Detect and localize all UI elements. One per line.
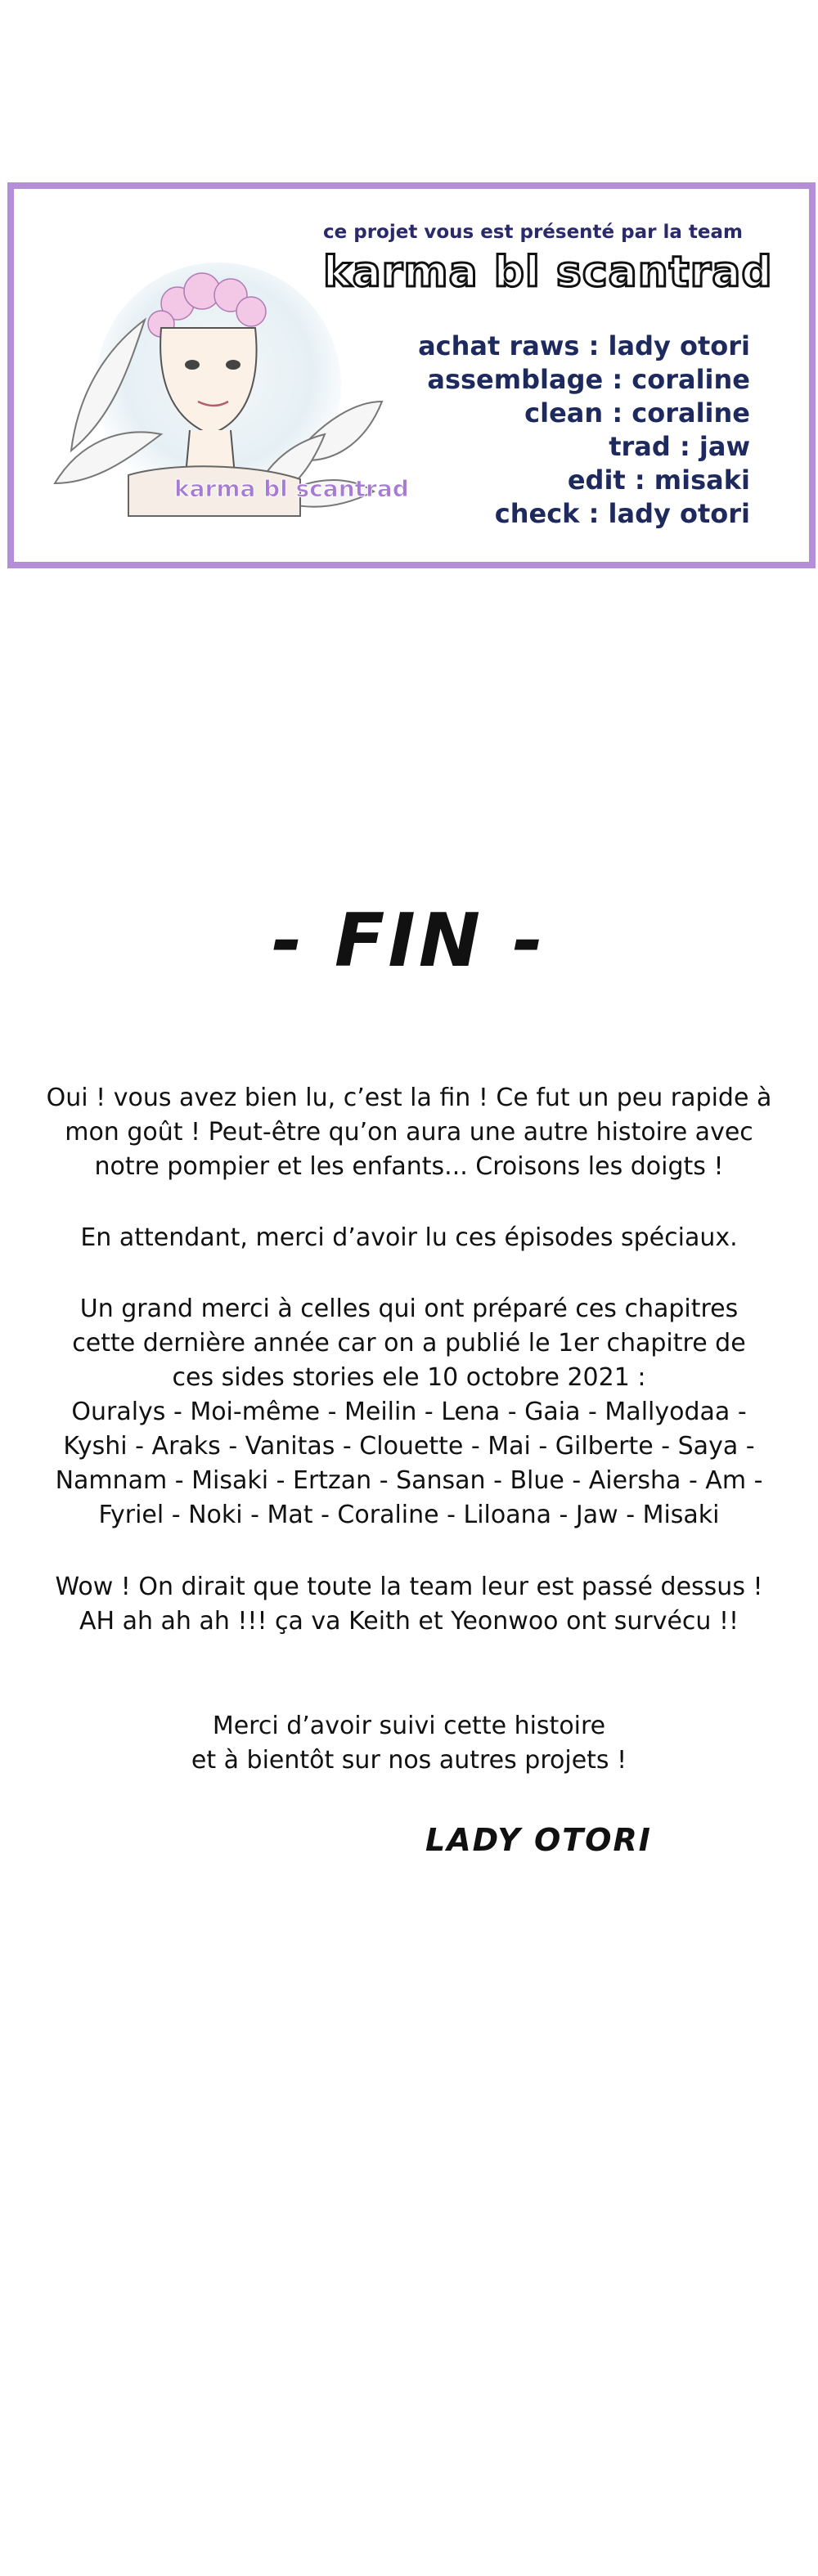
text-line: Namnam - Misaki - Ertzan - Sansan - Blue - Aiersha - Am - xyxy=(55,1466,763,1495)
paragraph-ending xyxy=(0,1081,818,1184)
text-line: Ouralys - Moi-même - Meilin - Lena - Gaia - Mallyodaa - xyxy=(71,1398,747,1426)
paragraph-wow xyxy=(0,1570,818,1639)
text-line: ces sides stories ele 10 octobre 2021 : xyxy=(172,1363,646,1392)
text-line: Merci d’avoir suivi cette histoire xyxy=(212,1712,606,1740)
role-clean: clean : coraline xyxy=(524,397,750,429)
role-raws: achat raws : lady otori xyxy=(418,330,750,361)
role-edit: edit : misaki xyxy=(567,464,750,496)
paragraph-thanks xyxy=(0,1221,818,1255)
signature: LADY OTORI xyxy=(425,1822,652,1858)
text-line: cette dernière année car on a publié le 1er chapitre de xyxy=(72,1329,746,1358)
credits-banner xyxy=(7,182,816,568)
role-trad: trad : jaw xyxy=(609,431,750,462)
text-line: mon goût ! Peut-être qu’on aura une autre histoire avec xyxy=(65,1118,753,1147)
paragraph-farewell xyxy=(0,1709,818,1778)
text-line: Kyshi - Araks - Vanitas - Clouette - Mai - Gilberte - Saya - xyxy=(63,1432,755,1461)
text-line: En attendant, merci d’avoir lu ces épisodes spéciaux. xyxy=(80,1223,738,1252)
role-assemblage: assemblage : coraline xyxy=(427,364,750,395)
text-line: Fyriel - Noki - Mat - Coraline - Liloana - Jaw - Misaki xyxy=(98,1501,720,1529)
credits-header: ce projet vous est présenté par la team xyxy=(323,222,743,243)
text-line: Wow ! On dirait que toute la team leur est passé dessus ! xyxy=(55,1573,763,1601)
text-line: Oui ! vous avez bien lu, c’est la fin ! Ce fut un peu rapide à xyxy=(46,1084,772,1112)
fin-title: - FIN - xyxy=(272,898,546,984)
text-line: Un grand merci à celles qui ont préparé ces chapitres xyxy=(79,1295,739,1323)
text-line: AH ah ah ah !!! ça va Keith et Yeonwoo ont survécu !! xyxy=(79,1607,739,1636)
team-name-title: karma bl scantrad xyxy=(323,248,773,297)
paragraph-contributors xyxy=(0,1292,818,1533)
role-check: check : lady otori xyxy=(494,498,750,529)
text-line: et à bientôt sur nos autres projets ! xyxy=(191,1746,627,1775)
art-watermark-label: karma bl scantrad xyxy=(174,475,409,502)
text-line: notre pompier et les enfants... Croisons les doigts ! xyxy=(94,1152,724,1181)
roles-list xyxy=(418,330,750,531)
